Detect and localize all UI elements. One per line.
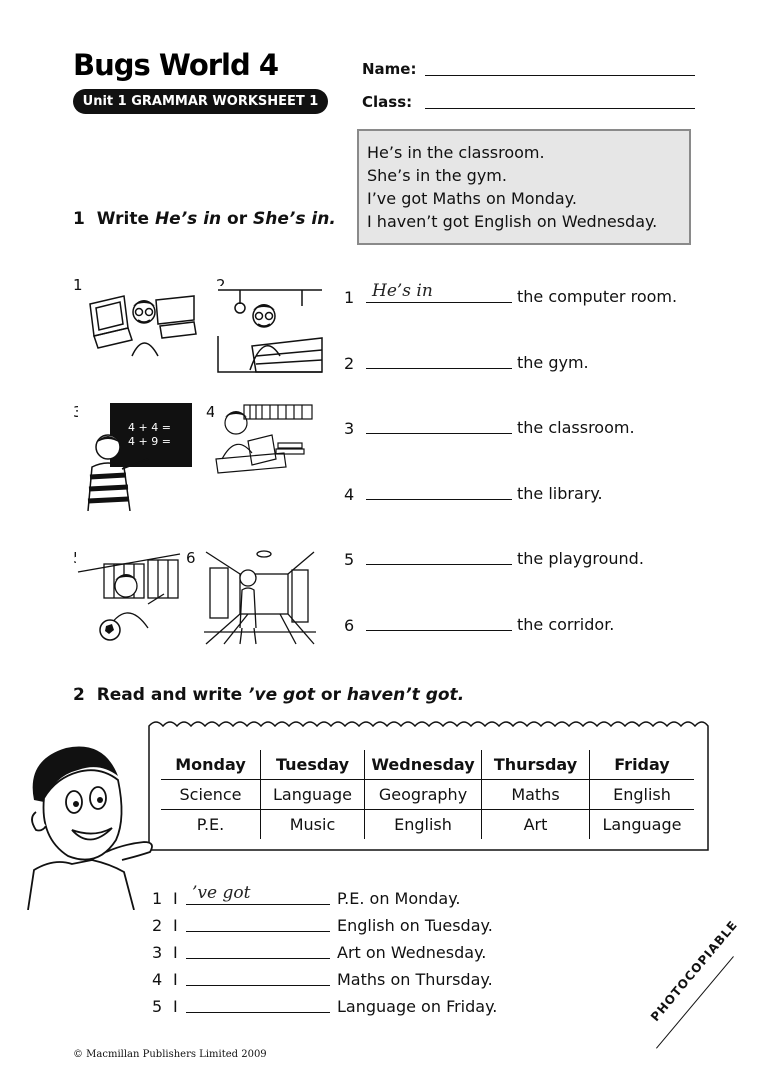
library-illustration (214, 403, 314, 475)
row-text: Language on Friday. (337, 997, 498, 1016)
subject-cell: English (365, 810, 482, 840)
example-line: I’ve got Maths on Monday. (367, 189, 577, 208)
answer-blank[interactable] (186, 904, 330, 905)
row-text: the gym. (517, 353, 589, 372)
row-text: the classroom. (517, 418, 635, 437)
answer-blank[interactable] (366, 630, 512, 631)
copyright-footer: © Macmillan Publishers Limited 2009 (73, 1049, 267, 1060)
subject-cell: English (590, 780, 695, 810)
row-text: P.E. on Monday. (337, 889, 461, 908)
table-row (161, 810, 694, 840)
gym-illustration (212, 286, 324, 376)
row-number: 2 (152, 916, 163, 935)
class-label: Class: (362, 93, 413, 111)
sum-text: 4 + 4 = (128, 421, 171, 434)
subject-cell: Music (261, 810, 365, 840)
subject-cell: Maths (482, 780, 590, 810)
subject-cell: P.E. (161, 810, 261, 840)
answer-blank[interactable] (366, 302, 512, 303)
corridor-illustration (204, 548, 316, 648)
row-number: 5 (344, 550, 355, 569)
answer-blank[interactable] (366, 499, 512, 500)
boy-character-illustration (14, 740, 164, 910)
row-number: 4 (344, 485, 355, 504)
example-box (357, 129, 691, 245)
playground-illustration (76, 548, 184, 644)
example-line: I haven’t got English on Wednesday. (367, 212, 658, 231)
unit-label: Unit 1 GRAMMAR WORKSHEET 1 (73, 89, 328, 114)
classroom-illustration (78, 403, 194, 511)
answer-blank[interactable] (366, 433, 512, 434)
example-line: She’s in the gym. (367, 166, 507, 185)
picture-number: 5 (73, 549, 83, 567)
row-number: 6 (344, 616, 355, 635)
row-number: 5 (152, 997, 163, 1016)
row-text: the library. (517, 484, 603, 503)
answer-blank[interactable] (186, 1012, 330, 1013)
picture-number: 3 (73, 403, 83, 421)
name-field[interactable] (425, 75, 695, 76)
example-line: He’s in the classroom. (367, 143, 545, 162)
subject-cell: Science (161, 780, 261, 810)
row-pronoun: I (173, 997, 178, 1016)
day-header: Tuesday (261, 750, 365, 780)
section1-title: 1 Write He’s in or She’s in. (73, 209, 336, 229)
worksheet-title: Bugs World 4 (73, 48, 279, 82)
answer-blank[interactable] (366, 368, 512, 369)
picture-number: 1 (73, 276, 83, 294)
photocopiable-label: PHOTOCOPIABLE (648, 917, 741, 1024)
row-text: Art on Wednesday. (337, 943, 487, 962)
row-number: 2 (344, 354, 355, 373)
row-pronoun: I (173, 916, 178, 935)
day-header: Friday (590, 750, 695, 780)
row-text: the computer room. (517, 287, 678, 306)
answer-blank[interactable] (366, 564, 512, 565)
subject-cell: Art (482, 810, 590, 840)
subject-cell: Language (590, 810, 695, 840)
row-text: English on Tuesday. (337, 916, 493, 935)
subject-cell: Geography (365, 780, 482, 810)
day-header: Thursday (482, 750, 590, 780)
timetable-header-row (161, 750, 694, 780)
name-label: Name: (362, 60, 417, 78)
subject-cell: Language (261, 780, 365, 810)
row-pronoun: I (173, 943, 178, 962)
row-number: 4 (152, 970, 163, 989)
row-number: 3 (344, 419, 355, 438)
row-text: the playground. (517, 549, 644, 568)
answer-blank[interactable] (186, 958, 330, 959)
row-text: Maths on Thursday. (337, 970, 493, 989)
timetable (161, 750, 694, 839)
computer-room-illustration (86, 286, 198, 358)
picture-number: 6 (186, 549, 196, 567)
row-number: 1 (344, 288, 355, 307)
table-row (161, 780, 694, 810)
answer-blank[interactable] (186, 985, 330, 986)
answer-blank[interactable] (186, 931, 330, 932)
picture-number: 4 (206, 403, 216, 421)
day-header: Monday (175, 755, 246, 774)
row-text: the corridor. (517, 615, 615, 634)
sum-text: 4 + 9 = (128, 435, 171, 448)
handwritten-answer: ’ve got (192, 883, 251, 903)
section2-title: 2 Read and write ’ve got or haven’t got. (73, 685, 465, 705)
class-field[interactable] (425, 108, 695, 109)
row-pronoun: I (173, 970, 178, 989)
handwritten-answer: He’s in (372, 281, 433, 301)
day-header: Wednesday (365, 750, 482, 780)
row-number: 3 (152, 943, 163, 962)
row-number: 1 (152, 889, 163, 908)
row-pronoun: I (173, 889, 178, 908)
picture-number: 2 (216, 276, 226, 294)
